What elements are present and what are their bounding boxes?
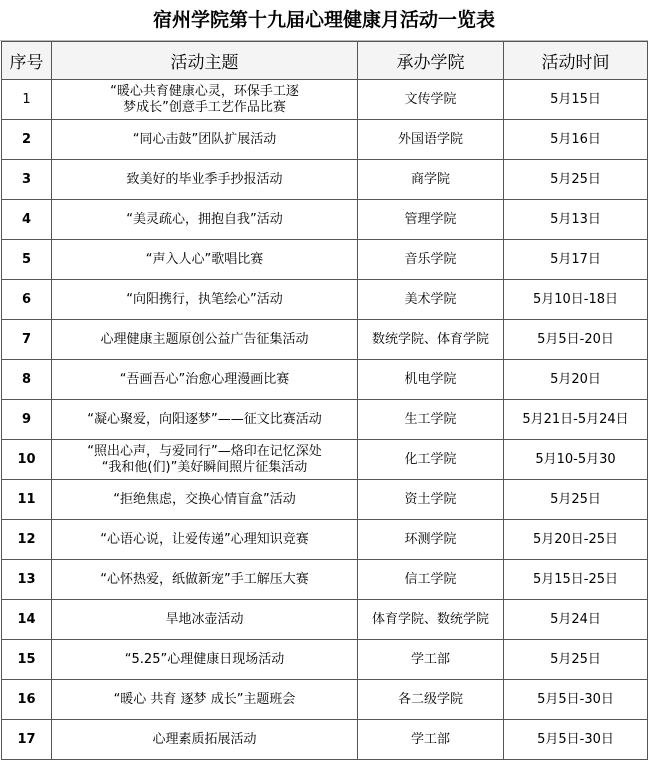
- table-row: [2, 600, 648, 640]
- cell-theme[interactable]: “心语心说，让爱传递”心理知识竞赛: [52, 520, 358, 560]
- cell-number[interactable]: 1: [2, 80, 52, 120]
- cell-theme[interactable]: 心理素质拓展活动: [52, 720, 358, 760]
- cell-theme[interactable]: “5.25”心理健康日现场活动: [52, 640, 358, 680]
- table-row: [2, 240, 648, 280]
- cell-time[interactable]: 5月15日: [504, 80, 648, 120]
- cell-number[interactable]: 14: [2, 600, 52, 640]
- cell-theme[interactable]: “向阳携行，执笔绘心”活动: [52, 280, 358, 320]
- cell-college[interactable]: 各二级学院: [358, 680, 504, 720]
- table-row: [2, 320, 648, 360]
- cell-theme[interactable]: “暖心 共育 逐梦 成长”主题班会: [52, 680, 358, 720]
- cell-number[interactable]: 11: [2, 480, 52, 520]
- cell-theme[interactable]: “心怀热爱，纸做新宠”手工解压大赛: [52, 560, 358, 600]
- cell-number[interactable]: 8: [2, 360, 52, 400]
- table-row: [2, 280, 648, 320]
- cell-time[interactable]: 5月10-5月30: [504, 440, 648, 480]
- cell-college[interactable]: 外国语学院: [358, 120, 504, 160]
- cell-time[interactable]: 5月5日-30日: [504, 720, 648, 760]
- table-row: [2, 680, 648, 720]
- header-row: [2, 42, 648, 80]
- cell-college[interactable]: 音乐学院: [358, 240, 504, 280]
- cell-college[interactable]: 机电学院: [358, 360, 504, 400]
- cell-number[interactable]: 16: [2, 680, 52, 720]
- cell-time[interactable]: 5月24日: [504, 600, 648, 640]
- cell-time[interactable]: 5月20日: [504, 360, 648, 400]
- cell-number[interactable]: 17: [2, 720, 52, 760]
- table-row: [2, 480, 648, 520]
- cell-number[interactable]: 10: [2, 440, 52, 480]
- cell-time[interactable]: 5月13日: [504, 200, 648, 240]
- cell-time[interactable]: 5月25日: [504, 480, 648, 520]
- table-row: [2, 440, 648, 480]
- header-theme[interactable]: 活动主题: [52, 42, 358, 80]
- cell-time[interactable]: 5月17日: [504, 240, 648, 280]
- cell-time[interactable]: 5月15日-25日: [504, 560, 648, 600]
- cell-theme[interactable]: “拒绝焦虑，交换心情盲盒”活动: [52, 480, 358, 520]
- header-time[interactable]: 活动时间: [504, 42, 648, 80]
- cell-college[interactable]: 生工学院: [358, 400, 504, 440]
- cell-time[interactable]: 5月5日-20日: [504, 320, 648, 360]
- header-no[interactable]: 序号: [2, 42, 52, 80]
- cell-theme[interactable]: “声入人心”歌唱比赛: [52, 240, 358, 280]
- cell-time[interactable]: 5月25日: [504, 640, 648, 680]
- cell-theme[interactable]: “吾画吾心”治愈心理漫画比赛: [52, 360, 358, 400]
- table-row: [2, 640, 648, 680]
- activity-table: [1, 41, 648, 760]
- cell-number[interactable]: 6: [2, 280, 52, 320]
- cell-college[interactable]: 学工部: [358, 720, 504, 760]
- cell-time[interactable]: 5月10日-18日: [504, 280, 648, 320]
- cell-college[interactable]: 文传学院: [358, 80, 504, 120]
- cell-college[interactable]: 美术学院: [358, 280, 504, 320]
- cell-number[interactable]: 9: [2, 400, 52, 440]
- table-row: [2, 520, 648, 560]
- cell-number[interactable]: 3: [2, 160, 52, 200]
- cell-college[interactable]: 环测学院: [358, 520, 504, 560]
- cell-theme[interactable]: 致美好的毕业季手抄报活动: [52, 160, 358, 200]
- cell-number[interactable]: 7: [2, 320, 52, 360]
- cell-theme[interactable]: “凝心聚爱，向阳逐梦”——征文比赛活动: [52, 400, 358, 440]
- cell-theme[interactable]: “暖心共育健康心灵，环保手工逐 梦成长”创意手工艺作品比赛: [52, 80, 358, 120]
- cell-number[interactable]: 2: [2, 120, 52, 160]
- cell-college[interactable]: 资土学院: [358, 480, 504, 520]
- table-row: [2, 120, 648, 160]
- cell-number[interactable]: 4: [2, 200, 52, 240]
- cell-number[interactable]: 12: [2, 520, 52, 560]
- cell-theme[interactable]: 旱地冰壶活动: [52, 600, 358, 640]
- cell-college[interactable]: 体育学院、数统学院: [358, 600, 504, 640]
- cell-theme[interactable]: “美灵疏心，拥抱自我”活动: [52, 200, 358, 240]
- table-row: [2, 560, 648, 600]
- table-row: [2, 400, 648, 440]
- cell-number[interactable]: 15: [2, 640, 52, 680]
- cell-college[interactable]: 数统学院、体育学院: [358, 320, 504, 360]
- cell-time[interactable]: 5月25日: [504, 160, 648, 200]
- table-row: [2, 160, 648, 200]
- header-college[interactable]: 承办学院: [358, 42, 504, 80]
- cell-college[interactable]: 学工部: [358, 640, 504, 680]
- table-row: [2, 200, 648, 240]
- cell-time[interactable]: 5月5日-30日: [504, 680, 648, 720]
- cell-theme[interactable]: “同心击鼓”团队扩展活动: [52, 120, 358, 160]
- cell-theme[interactable]: “照出心声，与爱同行”—烙印在记忆深处 “我和他(们)”美好瞬间照片征集活动: [52, 440, 358, 480]
- cell-time[interactable]: 5月16日: [504, 120, 648, 160]
- cell-time[interactable]: 5月20日-25日: [504, 520, 648, 560]
- cell-college[interactable]: 商学院: [358, 160, 504, 200]
- cell-college[interactable]: 信工学院: [358, 560, 504, 600]
- table-row: [2, 80, 648, 120]
- cell-theme[interactable]: 心理健康主题原创公益广告征集活动: [52, 320, 358, 360]
- cell-time[interactable]: 5月21日-5月24日: [504, 400, 648, 440]
- cell-college[interactable]: 化工学院: [358, 440, 504, 480]
- cell-college[interactable]: 管理学院: [358, 200, 504, 240]
- page-title: 宿州学院第十九届心理健康月活动一览表: [0, 0, 648, 41]
- cell-number[interactable]: 5: [2, 240, 52, 280]
- table-row: [2, 720, 648, 760]
- table-row: [2, 360, 648, 400]
- cell-number[interactable]: 13: [2, 560, 52, 600]
